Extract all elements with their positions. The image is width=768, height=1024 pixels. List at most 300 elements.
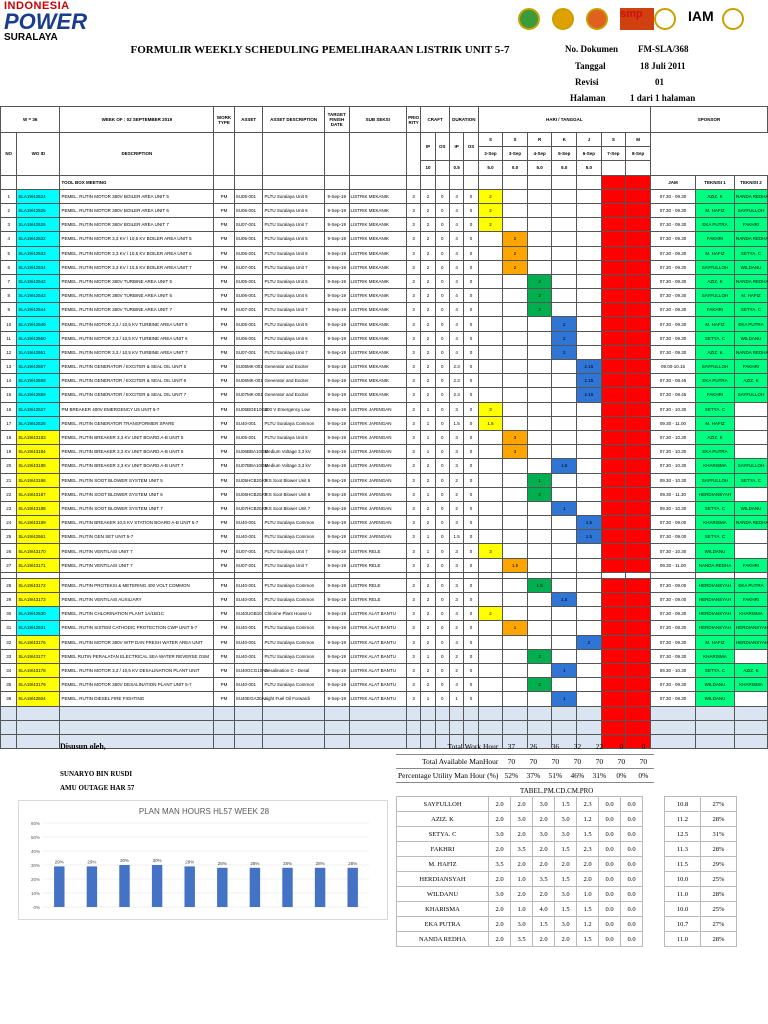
craft-ip: 2 [421,593,435,607]
duration-os: 0 [464,360,478,374]
jam: 09.30 - 11.30 [650,487,695,501]
duration-os: 0 [464,416,478,430]
wo-id: SLA19/42557 [17,360,60,374]
asset-code: SU05-001 [234,274,263,288]
technician-hours: 2.0 [577,857,599,872]
day-date-3: 5-Sep [552,147,577,161]
craft-ip: 2 [421,317,435,331]
craft-os: 0 [435,388,449,402]
day-cell [626,274,651,288]
asset-code: SU07-001 [234,544,263,558]
jam: 07.30 - 09.30 [650,189,695,203]
craft-ip: 2 [421,516,435,530]
technician-hours: 1.2 [577,917,599,932]
craft-os: 0 [435,317,449,331]
day-cell [601,692,626,706]
sub-seksi: LISTRIK MEKANIK [349,246,406,260]
table-row [1,487,768,501]
jam: 07.30 - 09.30 [650,232,695,246]
technician-hours: 0.0 [599,872,621,887]
day-cell [552,473,577,487]
page-label: Halaman [570,93,606,103]
teknisi-2: SETYA. C [734,246,767,260]
craft-ip: 1 [421,692,435,706]
wo-id: SLA19/42532 [17,232,60,246]
asset-description: Generator and Exciter [263,388,325,402]
duration-os: 0 [464,303,478,317]
day-cell [478,303,503,317]
company-logo [4,0,114,43]
craft-ip: 2 [421,246,435,260]
row-description: PEMEL. RUTIN MOTOR 3,3 / 10,5 KV DESALINATION PLANT UNIT [60,663,214,677]
duration-os: 0 [464,232,478,246]
date-label: Tanggal [575,61,606,71]
day-cell [527,246,552,260]
duration-os: 0 [464,331,478,345]
technician-total: 12.5 [665,827,701,842]
day-cell [577,189,602,203]
priority: 3 [406,544,420,558]
teknisi-1: EKA PUTRA [696,445,735,459]
technician-hours: 3.0 [533,827,555,842]
duration-os: 0 [464,388,478,402]
wo-id-header: WO ID [17,133,60,176]
day-cell [577,274,602,288]
day-cell [577,501,602,515]
day-cell: 2 [503,246,528,260]
technician-percent: 25% [701,872,737,887]
duration-os: 0 [464,445,478,459]
jam: 07.30 - 09.30 [650,203,695,217]
technician-hours: 0.0 [621,812,643,827]
craft-ip: 2 [421,374,435,388]
day-cell [601,289,626,303]
technician-total: 11.5 [665,857,701,872]
row-description: PEMEL. RUTIN CHLORINATION PLANT 1A/1B/1C [60,607,214,621]
work-type: PM [214,593,235,607]
technician-hours: 2.0 [489,902,511,917]
table-row [1,303,768,317]
technician-name: SAYFULLOH [397,797,489,812]
logo-main-text: POWER [4,9,88,34]
day-cell [577,593,602,607]
priority: 3 [406,260,420,274]
jam: 07.30 - 09.30 [650,246,695,260]
day-cell [601,416,626,430]
duration-ip: 1.5 [449,530,463,544]
jam: 07.30 - 09.30 [650,218,695,232]
day-cell [626,558,651,572]
row-number: 6 [1,260,17,274]
teknisi-2: NANDA REDHA [734,232,767,246]
technician-total: 11.0 [665,932,701,947]
wo-id: SLA19/42527 [17,402,60,416]
day-cell [601,260,626,274]
duration-os: 0 [464,578,478,592]
duration-os: 0 [464,189,478,203]
day-cell [601,607,626,621]
jam: 07.30 - 08.30 [650,621,695,635]
target-date: 9-Sep-19 [324,635,349,649]
chart-bar [87,866,97,907]
target-date: 9-Sep-19 [324,317,349,331]
technician-hours: 2.0 [489,872,511,887]
day-cell [626,516,651,530]
day-cell [577,487,602,501]
day-cell [601,218,626,232]
teknisi-2: NANDA REDHA [734,189,767,203]
row-number: 9 [1,303,17,317]
work-type: PM [214,203,235,217]
day-cell [503,218,528,232]
priority: 3 [406,430,420,444]
table-row [1,374,768,388]
day-cell [478,530,503,544]
day-cell [626,530,651,544]
work-type: PM [214,345,235,359]
asset-description: Generator and Exciter [263,360,325,374]
teknisi-2: FAKHRI [734,218,767,232]
teknisi-1: SAYFULLOH [696,260,735,274]
asset-code: SU06BBA10GE [234,445,263,459]
day-cell [577,260,602,274]
craft-ip: 2 [421,303,435,317]
priority: 3 [406,317,420,331]
technician-percent: 28% [701,842,737,857]
sub-seksi: LISTRIK MEKANIK [349,218,406,232]
craft-os: 0 [435,544,449,558]
technician-hours: 2.0 [489,812,511,827]
duration-ip: 4 [449,232,463,246]
craft-os: 0 [435,246,449,260]
jam: 07.30 - 10.30 [650,544,695,558]
craft-ip: 1 [421,445,435,459]
duration-ip: 3 [449,578,463,592]
teknisi-2: WILDANU [734,331,767,345]
wo-id: SLA19/42533 [17,246,60,260]
sub-seksi: LISTRIK MEKANIK [349,317,406,331]
teknisi-2: NANDA REDHA [734,274,767,288]
duration-ip: 4 [449,189,463,203]
day-cell [552,274,577,288]
teknisi-2: FAKHRI [734,558,767,572]
work-type: PM [214,473,235,487]
asset-code: SU06-001 [234,331,263,345]
day-cell [503,203,528,217]
table-row [1,607,768,621]
duration-ip: 2.3 [449,360,463,374]
technician-hours: 2.0 [533,812,555,827]
sub-seksi: LISTRIK JARINGAN [349,459,406,473]
technician-name: EKA PUTRA [397,917,489,932]
craft-ip: 2 [421,218,435,232]
technician-hours: 0.0 [599,812,621,827]
day-letter-1: S [503,133,528,147]
day-cell [626,487,651,501]
table-row [1,289,768,303]
technician-hours: 3.0 [511,812,533,827]
craft-ip: 2 [421,289,435,303]
day-cell [626,189,651,203]
asset-code: SU40-001 [234,635,263,649]
wo-id: SLA19/43170 [17,544,60,558]
day-cell [626,289,651,303]
technician-hours: 0.0 [599,932,621,947]
row-number: 25 [1,530,17,544]
table-row [1,331,768,345]
day-cell [478,388,503,402]
wo-id: SLA19/43189 [17,516,60,530]
sub-seksi: LISTRIK ALAT BANTU [349,635,406,649]
row-description: PEMEL. RUTIN MOTOR 380V BOILER AREA UNIT 7 [60,218,214,232]
day-cell [626,593,651,607]
day-cell [478,374,503,388]
priority: 3 [406,487,420,501]
target-date: 9-Sep-19 [324,303,349,317]
day-cell [527,260,552,274]
technician-hours: 3.0 [489,887,511,902]
asset-description: PLTU Suralaya Unit 5 [263,317,325,331]
priority: 3 [406,558,420,572]
day-cell [503,663,528,677]
day-cell [503,530,528,544]
cert-badge-3: smp [620,8,654,30]
day-cell: 1.5 [503,558,528,572]
craft-ip: 2 [421,578,435,592]
day-cell [626,445,651,459]
row-number: 13 [1,360,17,374]
day-cell [552,246,577,260]
row-number: 5 [1,246,17,260]
day-cell [527,530,552,544]
chart-bar [315,868,325,907]
technician-percent: 28% [701,887,737,902]
row-description: PEMEL. RUTIN MOTOR 380V BOILER AREA UNIT 6 [60,203,214,217]
row-description: PEMEL. RUTIN SOOT BLOWER SYSTEM UNIT 5 [60,473,214,487]
technician-hours: 1.5 [555,902,577,917]
sub-seksi: LISTRIK JARINGAN [349,402,406,416]
day-cell [527,621,552,635]
table-row [1,388,768,402]
target-date: 9-Sep-19 [324,607,349,621]
asset-code: SU40-001 [234,578,263,592]
wo-id: SLA19/42561 [17,530,60,544]
ip-header: IP [421,133,435,161]
duration-ip: 4 [449,260,463,274]
row-description: PEMEL. RUTIN MOTOR 380V TURBINE AREA UNIT 7 [60,303,214,317]
teknisi-2: KHARISMA [734,678,767,692]
row-description: PEMEL. RUTIN MOTOR 380V TURBINE AREA UNIT 6 [60,289,214,303]
priority: 3 [406,388,420,402]
duration-ip: 3 [449,593,463,607]
craft-ip: 2 [421,635,435,649]
priority: 3 [406,530,420,544]
target-date: 9-Sep-19 [324,203,349,217]
duration-ip: 2 [449,663,463,677]
technician-total: 10.7 [665,917,701,932]
duration-os: 0 [464,593,478,607]
wo-id: SLA19/43173 [17,593,60,607]
revision-label: Revisi [575,77,599,87]
manpower-row [397,812,737,827]
wo-id: SLA19/43185 [17,459,60,473]
target-date: 9-Sep-19 [324,430,349,444]
day-cell [626,459,651,473]
row-number: 15 [1,388,17,402]
priority-header: PRIO RITY [406,107,420,133]
duration-os: 0 [464,260,478,274]
chart-data-label: 28% [282,860,293,866]
day-cell [552,218,577,232]
target-date: 9-Sep-19 [324,360,349,374]
jam: 07.30 - 09.30 [650,274,695,288]
work-type: PM [214,416,235,430]
sub-seksi: LISTRIK ALAT BANTU [349,621,406,635]
row-description: PEMEL. RUTIN MOTOR 3,3 KV / 10,5 KV BOILER AREA UNIT 5 [60,232,214,246]
summary-value: 52% [500,768,522,782]
row-number: 23 [1,501,17,515]
teknisi-2: SETYA. C [734,473,767,487]
day-cell [503,593,528,607]
asset-code: SU07-001 [234,558,263,572]
day-cell [626,621,651,635]
work-type: PM [214,621,235,635]
day-cell [503,189,528,203]
craft-ip: 1 [421,530,435,544]
chart-data-label: 28% [217,860,227,866]
asset-code: SU40-001 [234,530,263,544]
jam: 07.30 - 09.00 [650,593,695,607]
jam: 09.30 - 10.30 [650,663,695,677]
table-row [1,246,768,260]
target-date: 9-Sep-19 [324,246,349,260]
technician-percent: 28% [701,812,737,827]
no-header: NO [1,133,17,176]
summary-value: 0 [632,740,654,754]
technician-hours: 0.0 [621,857,643,872]
row-number: 12 [1,345,17,359]
day-cell [601,445,626,459]
day-cell [527,445,552,459]
chart-data-label: 28% [315,860,325,866]
wo-id: SLA19/43187 [17,487,60,501]
jam: 07.30 - 08.45 [650,388,695,402]
work-type: PM [214,232,235,246]
technician-hours: 0.0 [621,797,643,812]
day-cell: 2 [527,678,552,692]
asset-description: PLTU Suralaya Unit 5 [263,274,325,288]
day-cell: 1.5 [478,416,503,430]
jam: 09.30 - 11.00 [650,558,695,572]
jam: 07.30 - 09.30 [650,289,695,303]
craft-ip: 2 [421,663,435,677]
duration-os: 0 [464,473,478,487]
target-date: 9-Sep-19 [324,593,349,607]
technician-hours: 0.0 [599,902,621,917]
day-cell [527,374,552,388]
technician-hours: 1.5 [533,917,555,932]
priority: 3 [406,303,420,317]
duration-ip: 2 [449,473,463,487]
work-type: PM [214,649,235,663]
days-header: HARI / TANGGAL [478,107,650,133]
day-cell [552,232,577,246]
duration-os: 0 [464,649,478,663]
day-cell: 1.5 [577,516,602,530]
asset-description: IKS Soot Blower Unit 6 [263,487,325,501]
day-cell [478,501,503,515]
technician-hours: 3.0 [533,797,555,812]
asset-description: Medium Voltage 3,3 kV [263,445,325,459]
day-cell [478,692,503,706]
day-cell [601,530,626,544]
chart-ytick-label: 30% [30,863,40,868]
target-date: 9-Sep-19 [324,558,349,572]
row-number: 4 [1,232,17,246]
asset-description: Light Fuel Oil Forwardi [263,692,325,706]
day-cell [527,388,552,402]
day-cell [577,649,602,663]
asset-description: PLTU Suralaya Unit 5 [263,232,325,246]
day-cell [503,289,528,303]
day-cell [527,218,552,232]
day-cell [478,289,503,303]
day-cell [527,635,552,649]
sub-seksi: LISTRIK MEKANIK [349,260,406,274]
asset-code: SU40-001 [234,516,263,530]
day-cell [552,388,577,402]
work-type: PM [214,360,235,374]
priority: 3 [406,501,420,515]
technician-hours: 3.5 [533,872,555,887]
jam: 07.30 - 09.30 [650,345,695,359]
teknisi-1: KHARISMA [696,516,735,530]
day-cell: 1 [552,501,577,515]
empty-row [1,706,768,720]
work-type: PM [214,678,235,692]
day-cell [577,558,602,572]
day-cell [626,317,651,331]
day-cell [478,232,503,246]
table-row [1,530,768,544]
row-number: 34 [1,663,17,677]
target-date: 9-Sep-19 [324,459,349,473]
teknisi-2 [734,487,767,501]
chart-data-label: 29% [87,859,97,865]
day-cell: 1 [527,473,552,487]
day-date-5: 7-Sep [601,147,626,161]
row-number: 2 [1,203,17,217]
sub-seksi: LISTRIK JARINGAN [349,445,406,459]
chart-ytick-label: 10% [30,891,40,896]
row-description: PEMEL. RUTIN MOTOR 3,3 KV / 10,5 KV BOILER AREA UNIT 7 [60,260,214,274]
work-type: PM [214,388,235,402]
sub-seksi: LISTRIK JARINGAN [349,473,406,487]
asset-description: PLTU Suralaya Common [263,649,325,663]
day-total-1: 0.0 [503,161,528,175]
wo-id: SLA19/43171 [17,558,60,572]
priority: 3 [406,692,420,706]
sub-seksi: LISTRIK MEKANIK [349,374,406,388]
craft-os: 0 [435,416,449,430]
technician-hours: 2.3 [577,842,599,857]
summary-label: Total Available ManHour [396,754,500,768]
day-cell [503,374,528,388]
teknisi-2: EKA PUTRA [734,578,767,592]
day-cell [552,678,577,692]
duration-ip: 4 [449,345,463,359]
summary-value: 70 [632,754,654,768]
